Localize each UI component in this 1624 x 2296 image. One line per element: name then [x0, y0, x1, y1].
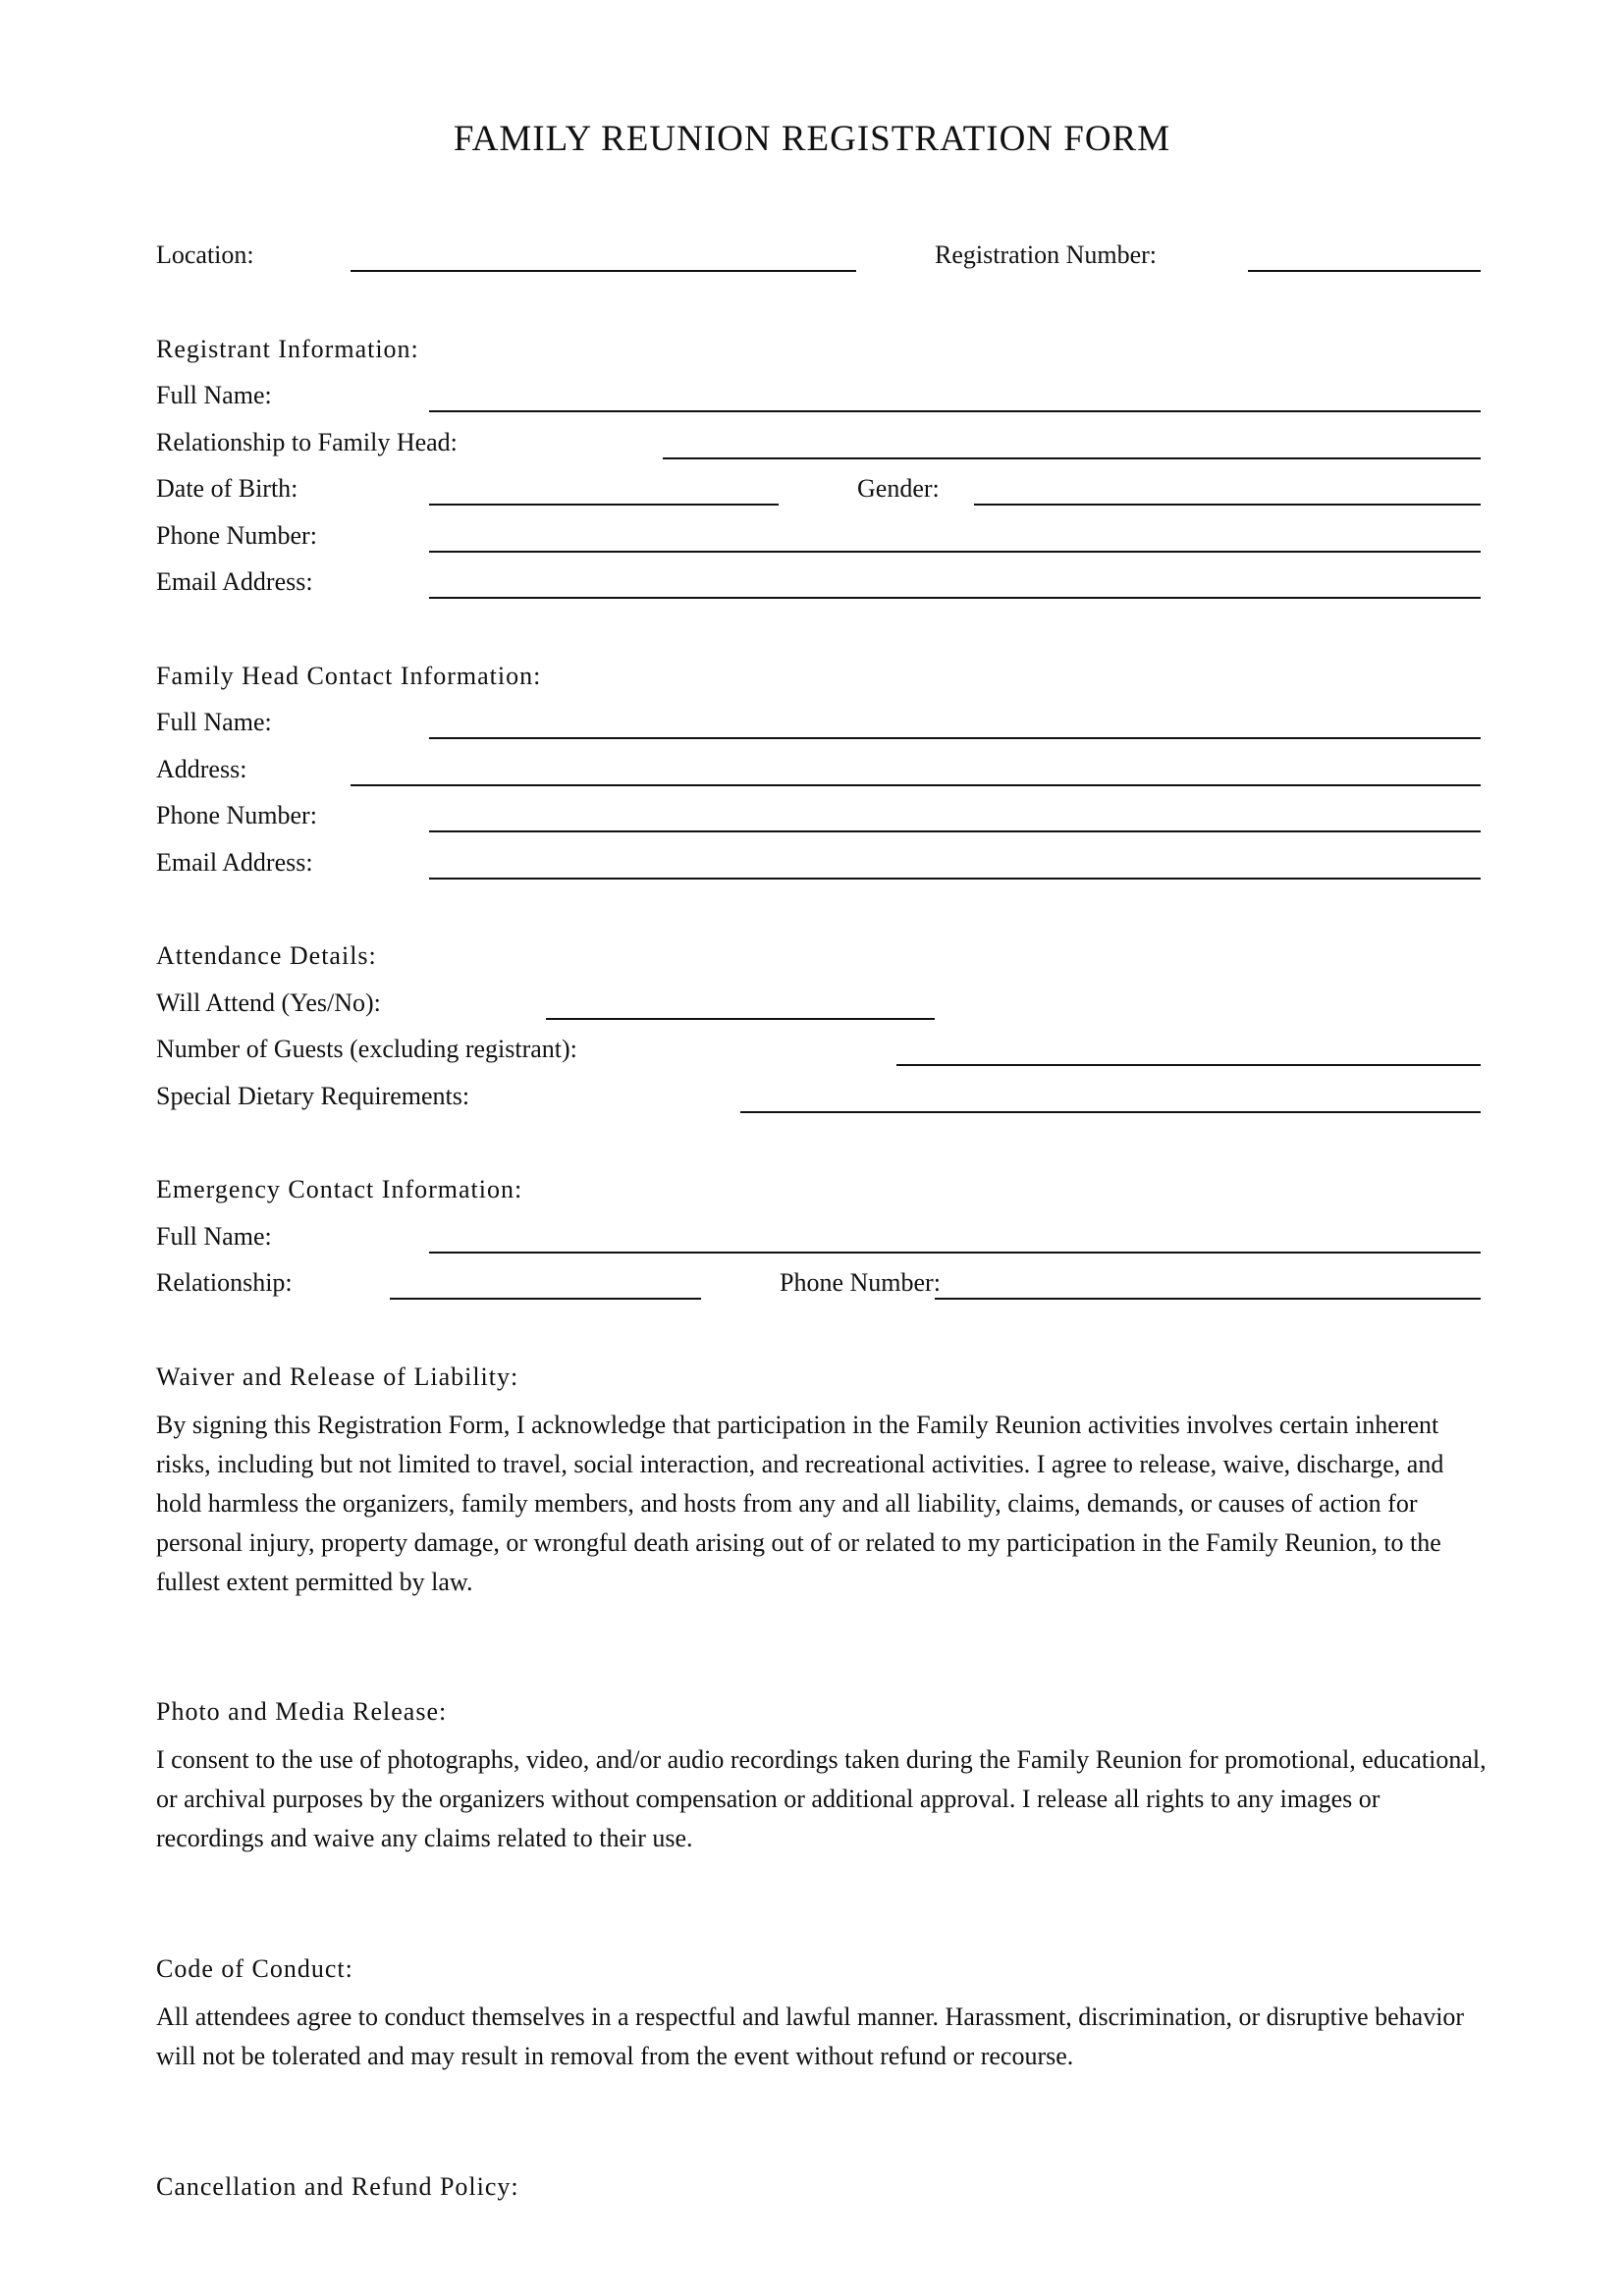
family-head-email-field[interactable] — [429, 878, 1481, 880]
registrant-email-field[interactable] — [429, 597, 1481, 599]
family-head-heading: Family Head Contact Information: — [156, 662, 542, 690]
registrant-dob-field[interactable] — [429, 504, 779, 506]
emergency-heading: Emergency Contact Information: — [156, 1175, 523, 1203]
conduct-heading: Code of Conduct: — [156, 1954, 353, 1983]
attendance-heading: Attendance Details: — [156, 941, 377, 970]
emergency-relationship-label: Relationship: — [156, 1268, 293, 1297]
waiver-text: By signing this Registration Form, I acknowledge that participation in the Family Reunion activities involves certain inherent risks, including but not limited to travel, social interaction, and recreational activities. I agree to release, waive, discharge, and hold harmless the organizers, family members, and hosts from any and all liability, claims, demands, or causes of action for personal injury, property damage, or wrongful death arising out of or related to my participation in the Family Reunion, to the fullest extent permitted by law. — [156, 1411, 1444, 1596]
registrant-relationship-field[interactable] — [663, 457, 1481, 459]
registration-number-field[interactable] — [1248, 270, 1481, 272]
guests-field[interactable] — [896, 1064, 1481, 1066]
media-text: I consent to the use of photographs, video, and/or audio recordings taken during the Family Reunion for promotional, educational, or archival purposes by the organizers without compensation or additional approval. I release all rights to any images or recordings and waive any claims related to their use. — [156, 1745, 1487, 1852]
dietary-label: Special Dietary Requirements: — [156, 1082, 470, 1110]
emergency-phone-label: Phone Number: — [780, 1268, 941, 1297]
family-head-full-name-label: Full Name: — [156, 708, 272, 736]
family-head-phone-field[interactable] — [429, 830, 1481, 832]
conduct-text: All attendees agree to conduct themselves in a respectful and lawful manner. Harassment, discrimination, or disruptive behavior will not be tolerated and may result in removal from the event without refund or recourse. — [156, 2002, 1465, 2070]
family-head-address-label: Address: — [156, 755, 247, 783]
emergency-full-name-label: Full Name: — [156, 1222, 272, 1251]
registrant-dob-label: Date of Birth: — [156, 474, 298, 503]
family-head-email-label: Email Address: — [156, 848, 313, 877]
registrant-info-heading: Registrant Information: — [156, 335, 419, 363]
cancellation-heading: Cancellation and Refund Policy: — [156, 2172, 519, 2201]
page-title: FAMILY REUNION REGISTRATION FORM — [453, 119, 1171, 159]
registrant-full-name-label: Full Name: — [156, 381, 272, 409]
will-attend-label: Will Attend (Yes/No): — [156, 988, 381, 1017]
emergency-relationship-field[interactable] — [390, 1298, 701, 1300]
waiver-heading: Waiver and Release of Liability: — [156, 1362, 519, 1391]
registration-number-label: Registration Number: — [935, 240, 1158, 269]
will-attend-field[interactable] — [546, 1018, 935, 1020]
registrant-phone-field[interactable] — [429, 551, 1481, 553]
family-head-address-field[interactable] — [351, 784, 1481, 786]
emergency-full-name-field[interactable] — [429, 1252, 1481, 1254]
registrant-email-label: Email Address: — [156, 567, 313, 596]
location-field[interactable] — [351, 270, 856, 272]
emergency-phone-field[interactable] — [935, 1298, 1481, 1300]
family-head-full-name-field[interactable] — [429, 737, 1481, 739]
registrant-gender-field[interactable] — [974, 504, 1481, 506]
dietary-field[interactable] — [740, 1111, 1481, 1113]
registrant-relationship-label: Relationship to Family Head: — [156, 428, 458, 456]
guests-label: Number of Guests (excluding registrant): — [156, 1035, 577, 1063]
location-label: Location: — [156, 240, 254, 269]
registrant-gender-label: Gender: — [857, 474, 940, 503]
registrant-full-name-field[interactable] — [429, 410, 1481, 412]
registrant-phone-label: Phone Number: — [156, 521, 317, 550]
family-head-phone-label: Phone Number: — [156, 801, 317, 829]
media-heading: Photo and Media Release: — [156, 1697, 448, 1726]
